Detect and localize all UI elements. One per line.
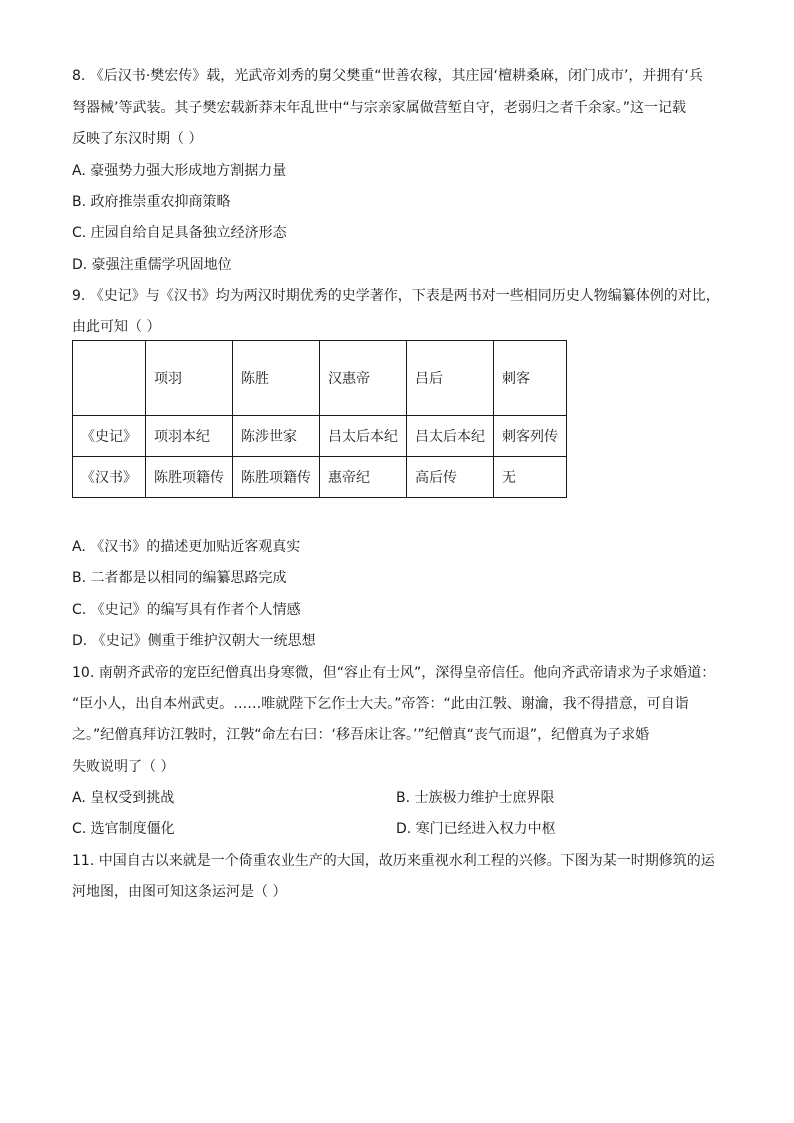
table-header-cell — [73, 341, 146, 416]
table-cell: 《史记》 — [73, 416, 146, 457]
table-header-cell: 项羽 — [146, 341, 233, 416]
table-cell: 刺客列传 — [494, 416, 567, 457]
q8-stem-line-2: 弩器械’等武装。其子樊宏载新莽末年乱世中“与宗亲家属做营堑自守，老弱归之者千余家。”这一记载 — [72, 100, 686, 116]
q8-option-b: B. 政府推崇重农抑商策略 — [72, 194, 231, 210]
table-row — [73, 416, 567, 457]
table-cell: 高后传 — [407, 457, 494, 498]
table-cell: 惠帝纪 — [320, 457, 407, 498]
q10-option-d: D. 寒门已经进入权力中枢 — [396, 821, 556, 837]
q8-stem-line-1: 8. 《后汉书·樊宏传》载，光武帝刘秀的舅父樊重“世善农稼，其庄园‘檀耕桑麻，闭门成市’，并拥有‘兵 — [72, 68, 703, 84]
q10-stem-line-1: 10. 南朝齐武帝的宠臣纪僧真出身寒微，但“容止有士风”，深得皇帝信任。他向齐武帝请求为子求婚道： — [72, 665, 716, 681]
q9-stem-line-1: 9. 《史记》与《汉书》均为两汉时期优秀的史学著作，下表是两书对一些相同历史人物编纂体例的对比， — [72, 288, 720, 304]
table-cell: 吕太后本纪 — [320, 416, 407, 457]
table-header-cell: 陈胜 — [233, 341, 320, 416]
table-cell: 项羽本纪 — [146, 416, 233, 457]
table-cell: 陈胜项籍传 — [146, 457, 233, 498]
table-header-cell: 汉惠帝 — [320, 341, 407, 416]
q10-stem-line-2: “臣小人，出自本州武吏。……唯就陛下乞作士大夫。”帝答：“此由江斅、谢瀹，我不得措意，可自诣 — [72, 696, 689, 712]
table-cell: 无 — [494, 457, 567, 498]
table-row — [73, 457, 567, 498]
q10-option-a: A. 皇权受到挑战 — [72, 790, 175, 806]
table-cell: 陈涉世家 — [233, 416, 320, 457]
q9-option-c: C. 《史记》的编写具有作者个人情感 — [72, 602, 301, 618]
table-header-row — [73, 341, 567, 416]
q9-option-a: A. 《汉书》的描述更加贴近客观真实 — [72, 539, 301, 555]
table-header-cell: 吕后 — [407, 341, 494, 416]
q8-option-a: A. 豪强势力强大形成地方割据力量 — [72, 163, 287, 179]
q11-stem-line-2: 河地图，由图可知这条运河是（ ） — [72, 884, 287, 900]
q8-option-d: D. 豪强注重儒学巩固地位 — [72, 257, 232, 273]
q11-stem-line-1: 11. 中国自古以来就是一个倚重农业生产的大国，故历来重视水利工程的兴修。下图为某一时期修筑的运 — [72, 853, 715, 869]
q8-option-c: C. 庄园自给自足具备独立经济形态 — [72, 225, 287, 241]
comparison-table — [72, 340, 567, 498]
q9-option-b: B. 二者都是以相同的编纂思路完成 — [72, 570, 287, 586]
table-cell: 陈胜项籍传 — [233, 457, 320, 498]
q10-option-b: B. 士族极力维护士庶界限 — [396, 790, 555, 806]
q9-option-d: D. 《史记》侧重于维护汉朝大一统思想 — [72, 633, 316, 649]
table-cell: 吕太后本纪 — [407, 416, 494, 457]
q10-stem-line-3: 之。”纪僧真拜访江斅时，江斅“命左右曰：‘移吾床让客。’”纪僧真“丧气而退”，纪僧真为子求婚 — [72, 727, 650, 743]
q8-stem-line-3: 反映了东汉时期（ ） — [72, 131, 203, 147]
q10-option-c: C. 选官制度僵化 — [72, 821, 175, 837]
table-cell: 《汉书》 — [73, 457, 146, 498]
table-header-cell: 刺客 — [494, 341, 567, 416]
q9-stem-line-2: 由此可知（ ） — [72, 319, 161, 335]
q10-stem-line-4: 失败说明了（ ） — [72, 759, 175, 775]
